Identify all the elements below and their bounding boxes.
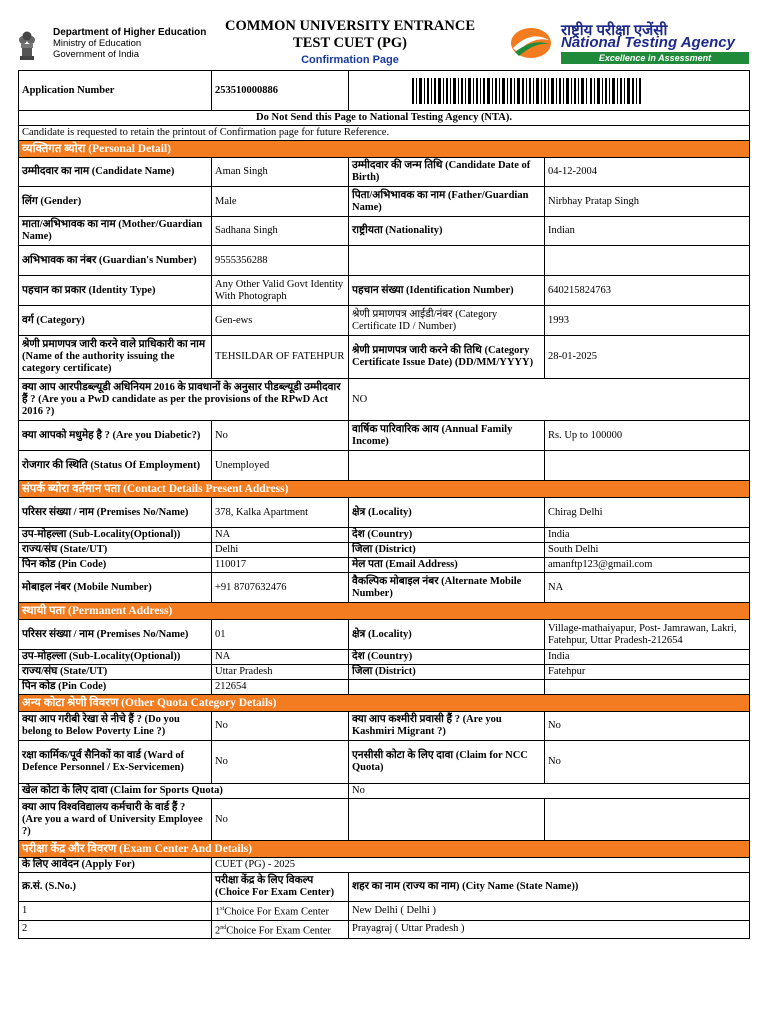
field-label: एनसीसी कोटा के लिए दावा (Claim for NCC Quota) (349, 741, 545, 784)
field-value: No (212, 799, 349, 841)
field-label: रोजगार की स्थिति (Status Of Employment) (19, 451, 212, 481)
field-value: 640215824763 (545, 276, 750, 306)
field-value: Male (212, 187, 349, 217)
field-label: उम्मीदवार का नाम (Candidate Name) (19, 158, 212, 187)
section-exam-center (19, 841, 750, 858)
empty-cell (349, 680, 545, 695)
confirmation-table (18, 70, 750, 939)
page-title-line2: TEST CUET (PG) (293, 35, 407, 51)
government-name: Government of India (53, 49, 140, 60)
section-permanent-address (19, 603, 750, 620)
sno-cell: 2 (19, 920, 212, 939)
field-label: पहचान का प्रकार (Identity Type) (19, 276, 212, 306)
application-number-value: 253510000886 (212, 71, 349, 111)
field-value: Any Other Valid Govt Identity With Photograph (212, 276, 349, 306)
field-label: के लिए आवेदन (Apply For) (19, 858, 212, 873)
table-row (19, 620, 750, 650)
field-label: क्या आप गरीबी रेखा से नीचे हैं ? (Do you belong to Below Poverty Line ?) (19, 712, 212, 741)
table-row (19, 379, 750, 421)
field-label: मेल पता (Email Address) (349, 558, 545, 573)
field-value: +91 8707632476 (212, 573, 349, 603)
table-row (19, 217, 750, 246)
department-name: Department of Higher Education (53, 27, 207, 38)
field-value: NO (349, 379, 750, 421)
field-value: Aman Singh (212, 158, 349, 187)
field-label: पिता/अभिभावक का नाम (Father/Guardian Name) (349, 187, 545, 217)
field-label: मोबाइल नंबर (Mobile Number) (19, 573, 212, 603)
table-row (19, 902, 750, 921)
choice-suffix: nd (220, 924, 227, 931)
field-label: माता/अभिभावक का नाम (Mother/Guardian Name) (19, 217, 212, 246)
field-value: Unemployed (212, 451, 349, 481)
field-label: उप-मोहल्ला (Sub-Locality(Optional)) (19, 650, 212, 665)
table-row (19, 799, 750, 841)
field-label: अभिभावक का नंबर (Guardian's Number) (19, 246, 212, 276)
field-label: वर्ग (Category) (19, 306, 212, 336)
field-label: वैकल्पिक मोबाइल नंबर (Alternate Mobile Number) (349, 573, 545, 603)
retain-row (19, 126, 750, 141)
field-value: TEHSILDAR OF FATEHPUR (212, 336, 349, 379)
page-header (0, 0, 768, 70)
field-label: क्या आपको मधुमेह है ? (Are you Diabetic?) (19, 421, 212, 451)
nta-english-name: National Testing Agency (561, 34, 735, 51)
section-present-address (19, 481, 750, 498)
field-label: श्रेणी प्रमाणपत्र जारी करने वाले प्राधिकारी का नाम (Name of the authority issuing the category certificate) (19, 336, 212, 379)
choice-cell (212, 902, 349, 921)
table-row (19, 246, 750, 276)
table-row (19, 451, 750, 481)
table-row (19, 187, 750, 217)
field-label: क्या आप आरपीडब्ल्यूडी अधिनियम 2016 के प्रावधानों के अनुसार पीडब्ल्यूडी उम्मीदवार हैं ? (Are you a PwD candidate as per the provisions of the RPwD Act 2016 ?) (19, 379, 349, 421)
table-row (19, 421, 750, 451)
table-row (19, 712, 750, 741)
field-value: No (349, 784, 750, 799)
field-value: India (545, 650, 750, 665)
field-label: लिंग (Gender) (19, 187, 212, 217)
table-row (19, 528, 750, 543)
field-value: Gen-ews (212, 306, 349, 336)
table-row (19, 573, 750, 603)
field-value: No (212, 712, 349, 741)
table-row (19, 665, 750, 680)
empty-cell (349, 799, 545, 841)
field-label: रक्षा कार्मिक/पूर्व सैनिकों का वार्ड (Ward of Defence Personnel / Ex-Servicemen) (19, 741, 212, 784)
field-value: 9555356288 (212, 246, 349, 276)
table-row (19, 158, 750, 187)
application-row (19, 71, 750, 111)
field-label: श्रेणी प्रमाणपत्र जारी करने की तिथि (Category Certificate Issue Date) (DD/MM/YYYY) (349, 336, 545, 379)
department-block (53, 27, 206, 60)
state-emblem-icon (16, 26, 38, 62)
field-value: 378, Kalka Apartment (212, 498, 349, 528)
field-value: Chirag Delhi (545, 498, 750, 528)
field-value: 110017 (212, 558, 349, 573)
field-value: Delhi (212, 543, 349, 558)
field-label: क्या आप विश्वविद्यालय कर्मचारी के वार्ड हैं ? (Are you a ward of University Employee ?) (19, 799, 212, 841)
barcode-cell (349, 71, 750, 111)
city-cell: New Delhi ( Delhi ) (349, 902, 750, 921)
section-personal (19, 141, 750, 158)
field-label: पिन कोड (Pin Code) (19, 558, 212, 573)
field-label: उम्मीदवार की जन्म तिथि (Candidate Date of Birth) (349, 158, 545, 187)
table-row (19, 920, 750, 939)
field-label: क्षेत्र (Locality) (349, 498, 545, 528)
choice-number: 2 (215, 925, 221, 936)
page-title-line1: COMMON UNIVERSITY ENTRANCE (224, 18, 475, 34)
field-value: Uttar Pradesh (212, 665, 349, 680)
section-heading: परीक्षा केंद्र और विवरण (Exam Center And Details) (19, 841, 750, 858)
section-heading: व्यक्तिगत ब्योरा (Personal Detail) (19, 141, 750, 158)
section-heading: संपर्क ब्योरा वर्तमान पता (Contact Details Present Address) (19, 481, 750, 498)
nta-hindi-name: राष्ट्रीय परीक्षा एजेंसी (561, 22, 668, 39)
empty-cell (545, 680, 750, 695)
field-label: परिसर संख्या / नाम (Premises No/Name) (19, 498, 212, 528)
table-row (19, 680, 750, 695)
table-row (19, 336, 750, 379)
application-number-label: Application Number (19, 71, 212, 111)
notice-row (19, 111, 750, 126)
empty-cell (545, 246, 750, 276)
choice-text: Choice For Exam Center (224, 906, 329, 918)
field-value: Sadhana Singh (212, 217, 349, 246)
field-value: Rs. Up to 100000 (545, 421, 750, 451)
empty-cell (545, 451, 750, 481)
table-row (19, 558, 750, 573)
field-label: देश (Country) (349, 528, 545, 543)
city-cell: Prayagraj ( Uttar Pradesh ) (349, 920, 750, 939)
choice-suffix: st (220, 906, 225, 912)
field-label: उप-मोहल्ला (Sub-Locality(Optional)) (19, 528, 212, 543)
table-header-row (19, 873, 750, 902)
field-value: amanftp123@gmail.com (545, 558, 750, 573)
table-row (19, 650, 750, 665)
field-value: 28-01-2025 (545, 336, 750, 379)
section-other-quota (19, 695, 750, 712)
field-value: NA (212, 528, 349, 543)
field-label: राज्य/संघ (State/UT) (19, 665, 212, 680)
field-label: क्षेत्र (Locality) (349, 620, 545, 650)
table-row (19, 858, 750, 873)
field-value: India (545, 528, 750, 543)
field-label: देश (Country) (349, 650, 545, 665)
empty-cell (349, 451, 545, 481)
section-heading: स्थायी पता (Permanent Address) (19, 603, 750, 620)
sno-cell: 1 (19, 902, 212, 921)
field-value: Nirbhay Pratap Singh (545, 187, 750, 217)
empty-cell (545, 799, 750, 841)
field-label: श्रेणी प्रमाणपत्र आईडी/नंबर (Category Certificate ID / Number) (349, 306, 545, 336)
field-label: खेल कोटा के लिए दावा (Claim for Sports Quota) (19, 784, 349, 799)
field-label: जिला (District) (349, 665, 545, 680)
field-value: Fatehpur (545, 665, 750, 680)
table-row (19, 306, 750, 336)
field-value: Village-mathaiyapur, Post- Jamrawan, Lakri, Fatehpur, Uttar Pradesh-212654 (545, 620, 750, 650)
field-value: NA (212, 650, 349, 665)
nta-logo-icon (509, 26, 553, 60)
ministry-name: Ministry of Education (53, 38, 142, 49)
table-row (19, 276, 750, 306)
field-value: 1993 (545, 306, 750, 336)
column-header-sno: क्र.सं. (S.No.) (19, 873, 212, 902)
field-value: No (545, 741, 750, 784)
column-header-city: शहर का नाम (राज्य का नाम) (City Name (State Name)) (349, 873, 750, 902)
field-value: Indian (545, 217, 750, 246)
field-label: परिसर संख्या / नाम (Premises No/Name) (19, 620, 212, 650)
nta-tagline: Excellence in Assessment (561, 52, 749, 64)
field-value: 04-12-2004 (545, 158, 750, 187)
empty-cell (349, 246, 545, 276)
field-value: No (212, 741, 349, 784)
field-label: पिन कोड (Pin Code) (19, 680, 212, 695)
table-row (19, 498, 750, 528)
field-label: राष्ट्रीयता (Nationality) (349, 217, 545, 246)
page-subtitle: Confirmation Page (301, 54, 399, 66)
choice-cell (212, 920, 349, 939)
field-value: CUET (PG) - 2025 (212, 858, 750, 873)
notice-text: Do Not Send this Page to National Testing Agency (NTA). (19, 111, 750, 126)
table-row (19, 741, 750, 784)
field-value: 01 (212, 620, 349, 650)
field-value: No (545, 712, 750, 741)
section-heading: अन्य कोटा श्रेणी विवरण (Other Quota Category Details) (19, 695, 750, 712)
choice-number: 1 (215, 906, 221, 918)
field-label: पहचान संख्या (Identification Number) (349, 276, 545, 306)
field-value: NA (545, 573, 750, 603)
field-value: South Delhi (545, 543, 750, 558)
page-title-block (200, 18, 500, 66)
field-label: राज्य/संघ (State/UT) (19, 543, 212, 558)
barcode-icon (352, 76, 642, 106)
retain-note: Candidate is requested to retain the printout of Confirmation page for future Reference. (19, 126, 750, 141)
table-row (19, 543, 750, 558)
table-row (19, 784, 750, 799)
field-value: No (212, 421, 349, 451)
choice-text: Choice For Exam Center (226, 925, 331, 936)
field-label: जिला (District) (349, 543, 545, 558)
field-label: क्या आप कश्मीरी प्रवासी हैं ? (Are you Kashmiri Migrant ?) (349, 712, 545, 741)
column-header-choice: परीक्षा केंद्र के लिए विकल्प (Choice For Exam Center) (212, 873, 349, 902)
field-label: वार्षिक पारिवारिक आय (Annual Family Income) (349, 421, 545, 451)
field-value: 212654 (212, 680, 349, 695)
